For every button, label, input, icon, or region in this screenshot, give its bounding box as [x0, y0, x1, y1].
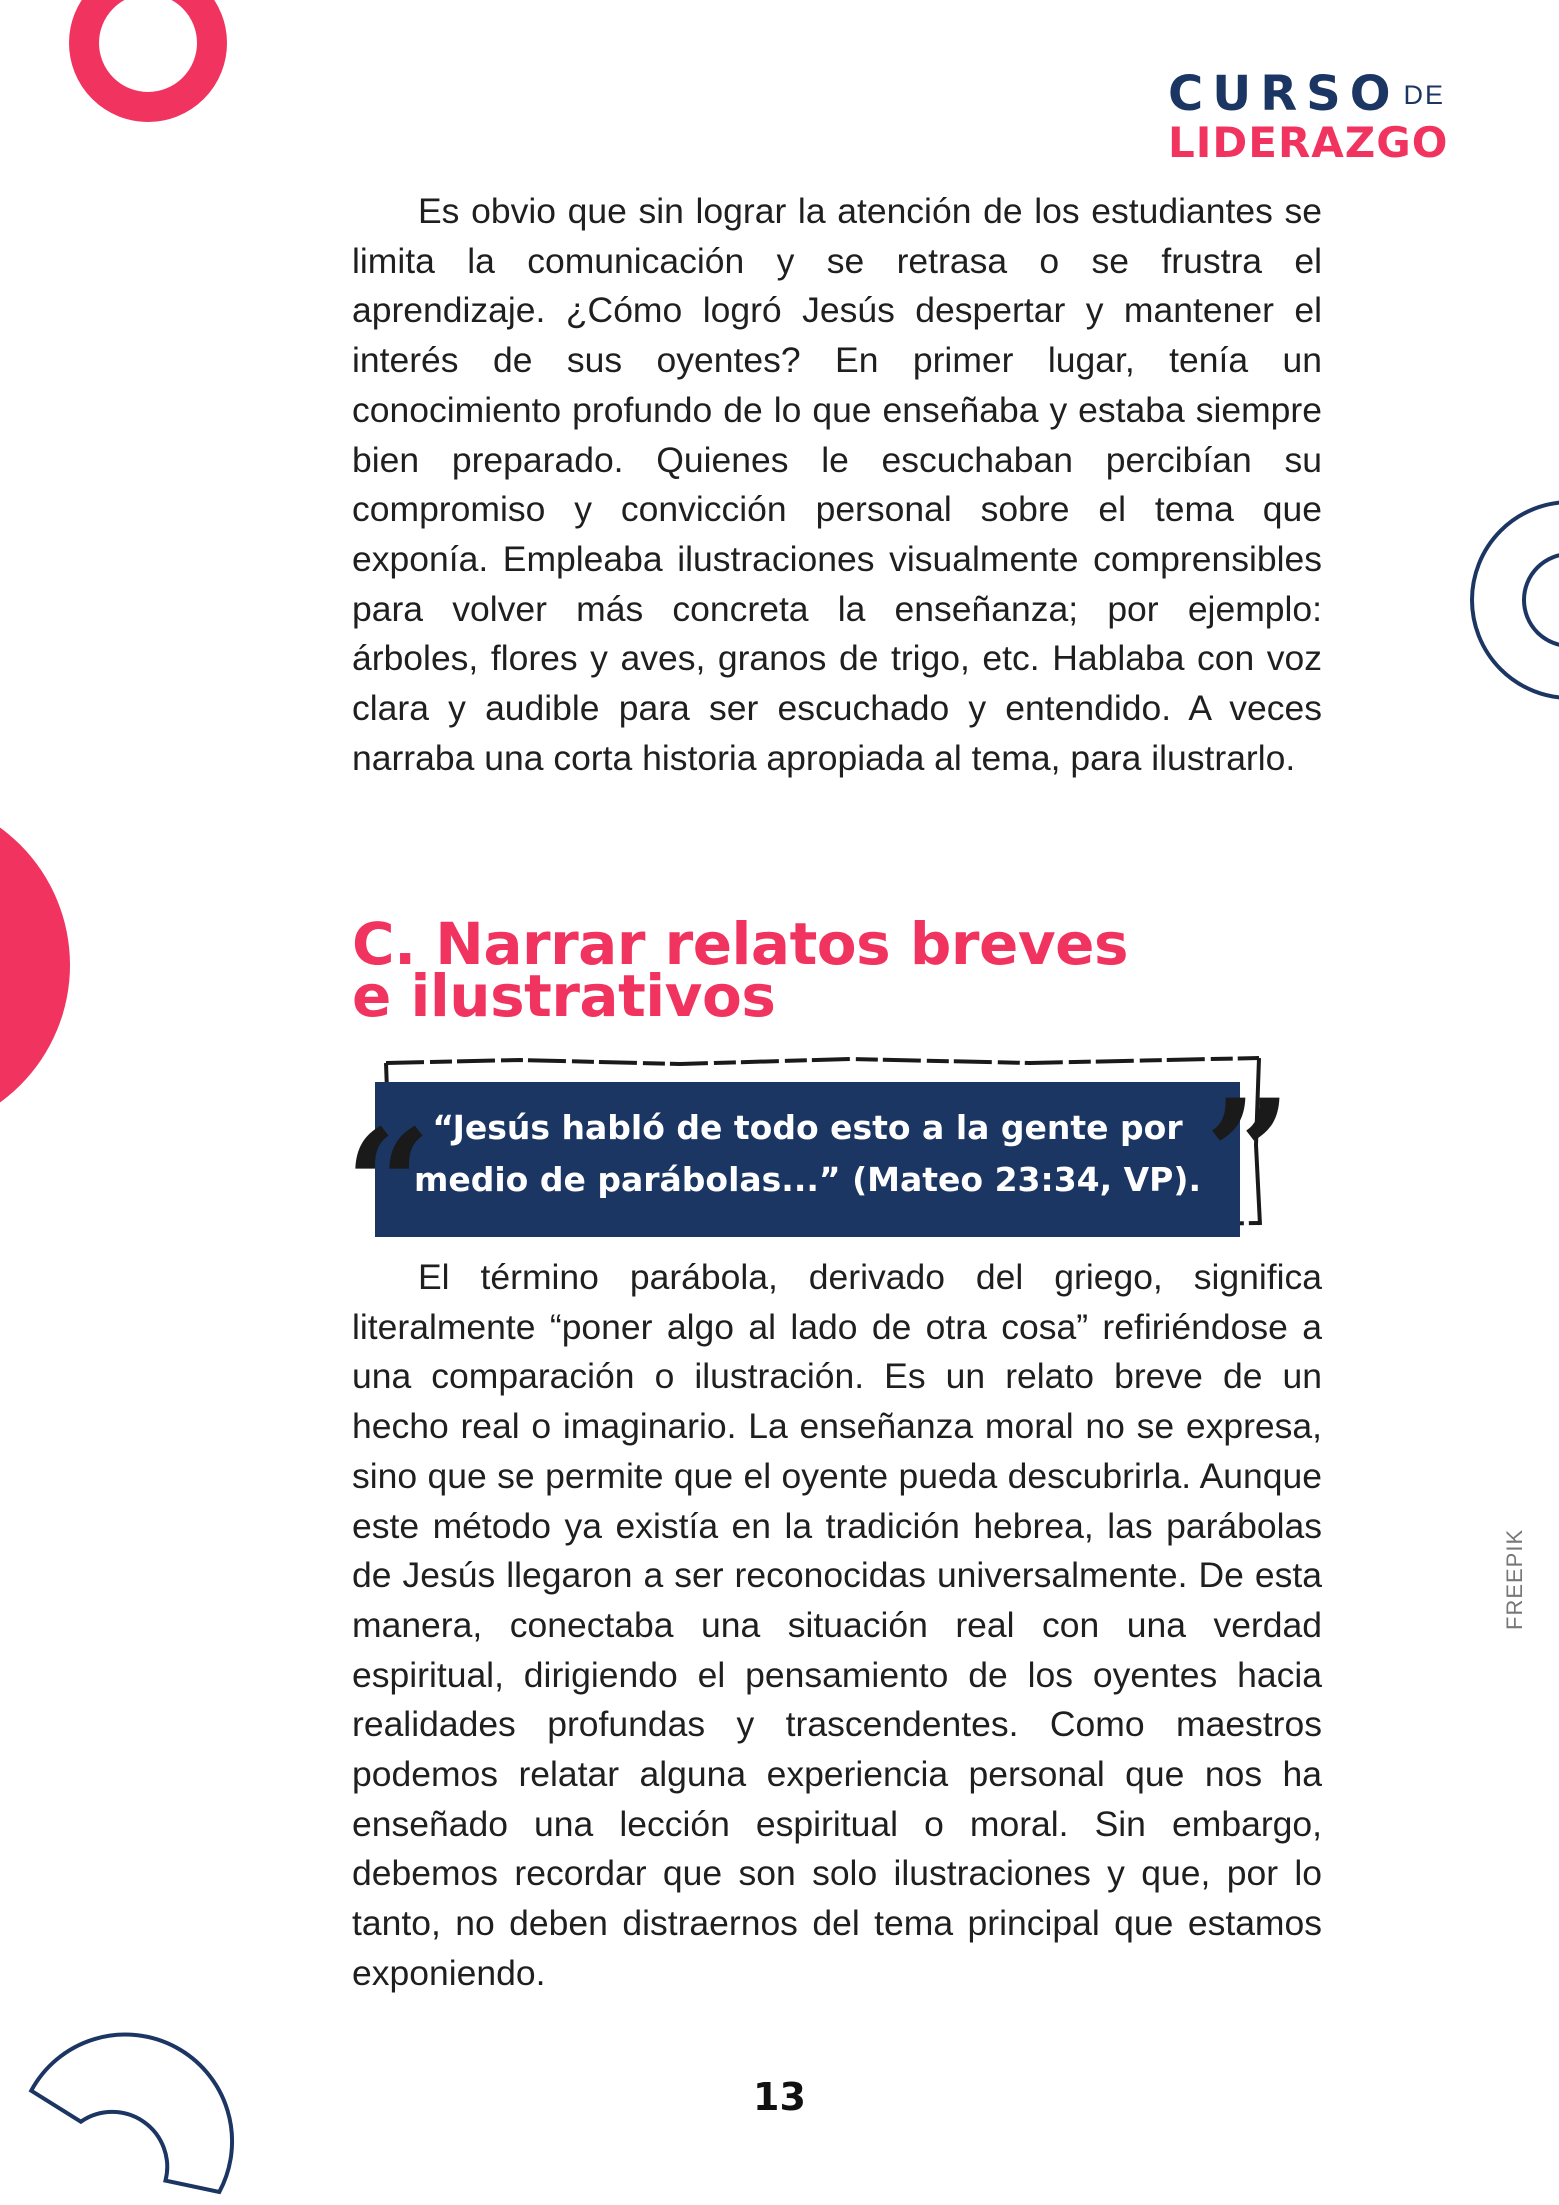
pink-half-circle-decoration: [0, 780, 80, 1140]
image-credit: FREEPIK: [1502, 1528, 1527, 1630]
close-quote-mark: ”: [1205, 1067, 1292, 1243]
section-heading-line-1: C. Narrar relatos breves: [352, 910, 1128, 978]
logo-liderazgo-text: LIDERAZGO: [1168, 118, 1449, 167]
page-number: 13: [753, 2075, 806, 2119]
scripture-quote-text: [375, 1102, 1240, 1206]
body-paragraph-2: [352, 1253, 1322, 1999]
navy-ring-decoration: [1460, 490, 1559, 710]
body-paragraph-1: [352, 187, 1322, 783]
course-logo: [1168, 66, 1468, 167]
paragraph-2-text: El término parábola, derivado del griego, significa literalmente “poner algo al lado de otra cosa” refiriéndose a una comparación o ilustración. Es un relato breve de un hecho real o imaginario. La enseñanza moral no se expresa, sino que se permite que el oyente pueda descubrirla. Aunque este método ya existía en la tradición hebrea, las parábolas de Jesús llegaron a ser reconocidas universalmente. De esta manera, conectaba una situación real con una verdad espiritual, dirigiendo el pensamiento de los oyentes hacia realidades profundas y trascendentes. Como maestros podemos relatar alguna experiencia personal que nos ha enseñado una lección espiritual o moral. Sin embargo, debemos recordar que son solo ilustraciones y que, por lo tanto, no deben distraernos del tema principal que estamos exponiendo.: [352, 1257, 1322, 1993]
scripture-quote-box: [375, 1082, 1240, 1237]
paragraph-1-text: Es obvio que sin lograr la atención de los estudiantes se limita la comunicación y se retrasa o se frustra el aprendizaje. ¿Cómo logró Jesús despertar y mantener el interés de sus oyentes? En primer lugar, tenía un conocimiento profundo de lo que enseñaba y estaba siempre bien preparado. Quienes le escuchaban percibían su compromiso y convicción personal sobre el tema que exponía. Empleaba ilustraciones visualmente comprensibles para volver más concreta la enseñanza; por ejemplo: árboles, flores y aves, granos de trigo, etc. Hablaba con voz clara y audible para ser escuchado y entendido. A veces narraba una corta historia apropiada al tema, para ilustrarlo.: [352, 191, 1322, 778]
logo-de-text: DE: [1403, 80, 1446, 110]
pink-ring-decoration: [60, 0, 240, 135]
section-heading: [352, 910, 1252, 1030]
quote-line-2: medio de parábolas...” (Mateo 23:34, VP).: [413, 1160, 1201, 1199]
open-quote-mark: “: [345, 1097, 432, 1273]
logo-curso-text: CURSO: [1168, 66, 1400, 122]
quote-line-1: “Jesús habló de todo esto a la gente por: [432, 1108, 1183, 1147]
section-heading-line-2: e ilustrativos: [352, 962, 776, 1030]
